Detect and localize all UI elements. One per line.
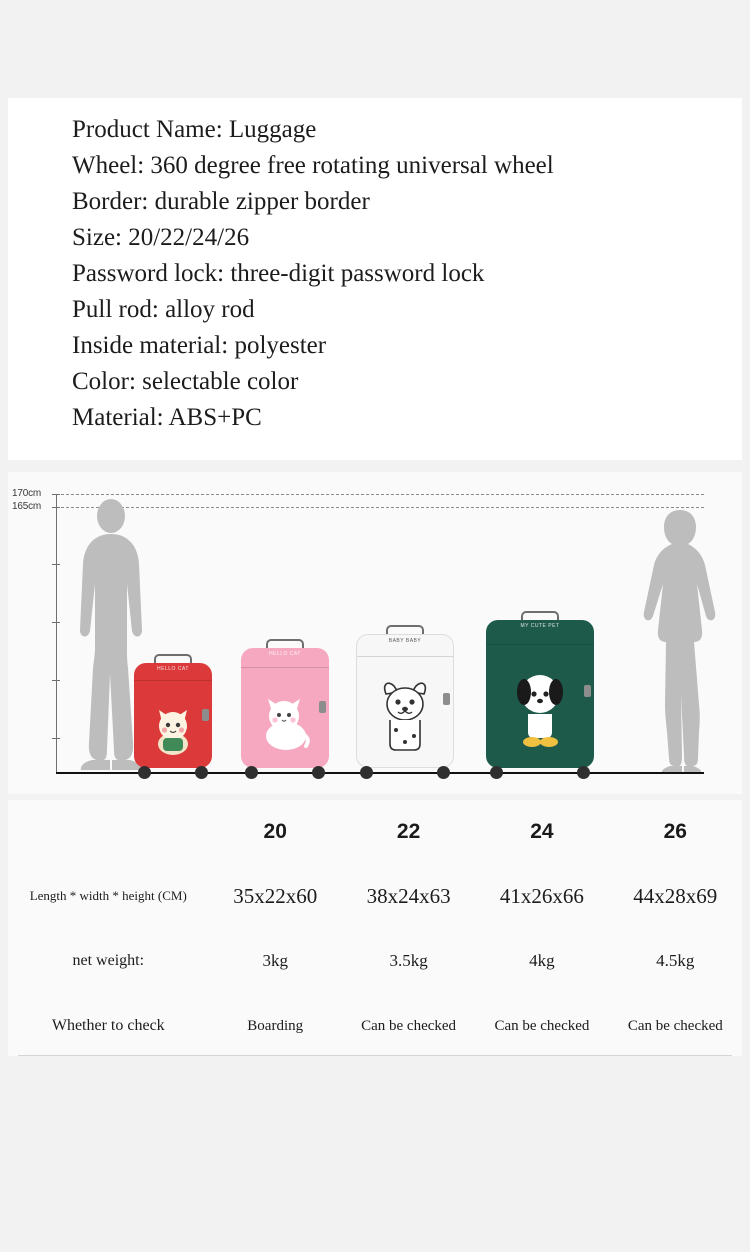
spec-line-color: Color: selectable color: [72, 368, 299, 395]
ground-line: [56, 772, 704, 774]
table-header-row: [8, 800, 742, 864]
row-label-dimensions: Length * width * height (CM): [29, 888, 187, 903]
suitcase-24: [356, 634, 454, 768]
table-bottom-divider: [18, 1055, 732, 1056]
table-row-net-weight: [8, 928, 742, 994]
axis-tick-165: [52, 507, 60, 508]
spec-line-material: Material: ABS+PC: [72, 404, 262, 431]
axis-tick-6: [52, 738, 60, 739]
cell-weight-20: 3kg: [262, 951, 288, 970]
cell-check-26: Can be checked: [627, 1017, 723, 1034]
axis-tick-3: [52, 564, 60, 565]
suitcase-wheel-left: [490, 766, 503, 779]
suitcase-body: [356, 634, 454, 768]
suitcase-wheel-right: [312, 766, 325, 779]
size-comparison-panel: [8, 472, 742, 794]
spec-line-wheel: Wheel: 360 degree free rotating universal wheel: [72, 152, 554, 179]
suitcase-26: [486, 620, 594, 768]
suitcase-wheel-right: [195, 766, 208, 779]
cell-dimensions-22: 38x24x63: [366, 883, 451, 908]
suitcase-brand-text: MY CUTE PET: [520, 623, 560, 629]
cell-check-20: Boarding: [247, 1017, 304, 1034]
spec-line-inside-material: Inside material: polyester: [72, 332, 327, 359]
height-label-170: 170cm: [12, 488, 42, 499]
suitcase-body: [134, 663, 212, 768]
spec-line-border: Border: durable zipper border: [72, 188, 370, 215]
suitcase-body: [486, 620, 594, 768]
suitcase-wheel-left: [138, 766, 151, 779]
dog-graphic-icon: [357, 667, 453, 767]
suitcase-wheel-right: [437, 766, 450, 779]
suitcase-wheel-left: [245, 766, 258, 779]
cell-weight-26: 4.5kg: [656, 951, 695, 970]
size-table: [8, 800, 742, 1058]
spec-line-password-lock: Password lock: three-digit password lock: [72, 260, 485, 287]
cell-dimensions-26: 44x28x69: [633, 883, 718, 908]
cat-graphic-icon: [134, 688, 212, 768]
size-table-panel: [8, 800, 742, 1056]
suitcase-brand-text: HELLO CAT: [157, 666, 189, 672]
axis-tick-4: [52, 622, 60, 623]
row-label-net-weight: net weight:: [72, 952, 145, 969]
table-header-26: 26: [663, 820, 687, 843]
spec-line-size: Size: 20/22/24/26: [72, 224, 250, 251]
female-silhouette: [636, 508, 722, 777]
axis-tick-5: [52, 680, 60, 681]
table-header-22: 22: [396, 820, 421, 843]
specification-panel: [8, 98, 742, 460]
height-label-165: 165cm: [12, 501, 42, 512]
cell-weight-22: 3.5kg: [389, 951, 428, 970]
table-row-dimensions: [8, 864, 742, 928]
row-label-whether-to-check: Whether to check: [51, 1017, 165, 1034]
table-row-whether-to-check: [8, 994, 742, 1058]
vertical-axis: [56, 494, 57, 772]
suitcase-22: [241, 648, 329, 768]
suitcase-wheel-right: [577, 766, 590, 779]
suitcase-20: [134, 663, 212, 768]
suitcase-brand-text: HELLO CAT: [269, 651, 301, 657]
cell-check-22: Can be checked: [361, 1017, 457, 1034]
table-header-20: 20: [263, 820, 287, 843]
table-header-blank: [8, 800, 209, 864]
spec-line-product-name: Product Name: Luggage: [72, 116, 317, 143]
cat-graphic-icon: [241, 677, 329, 768]
suitcase-body: [241, 648, 329, 768]
dog-graphic-icon: [486, 656, 594, 768]
axis-tick-170: [52, 494, 60, 495]
cell-weight-24: 4kg: [529, 951, 555, 970]
spec-line-pull-rod: Pull rod: alloy rod: [72, 296, 255, 323]
cell-dimensions-24: 41x26x66: [499, 883, 584, 908]
cell-check-24: Can be checked: [494, 1017, 590, 1034]
height-guideline-170: [56, 494, 704, 495]
height-guideline-165: [56, 507, 704, 508]
suitcase-brand-text: BABY BABY: [388, 638, 422, 644]
specification-list: [72, 112, 732, 436]
suitcase-wheel-left: [360, 766, 373, 779]
cell-dimensions-20: 35x22x60: [233, 883, 318, 908]
table-header-24: 24: [530, 820, 554, 843]
